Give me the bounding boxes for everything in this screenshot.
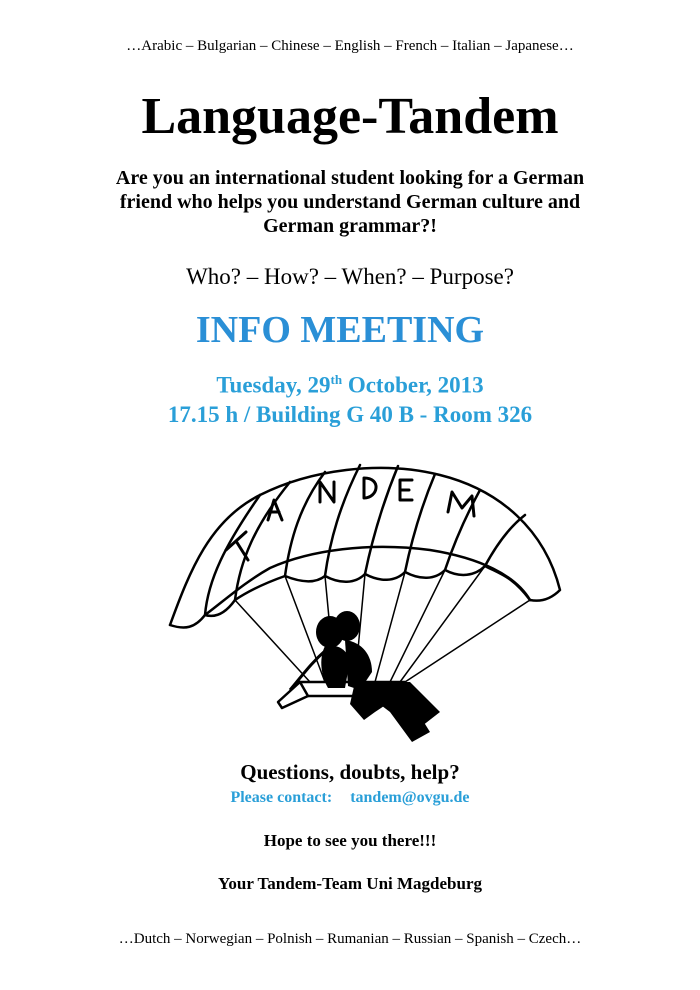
closing-hope-text: Hope to see you there!!! <box>263 831 437 850</box>
languages-list-bottom: …Dutch – Norwegian – Polnish – Rumanian – Russian – Spanish – Czech… <box>118 931 582 947</box>
meeting-date <box>0 372 700 399</box>
contact-line <box>0 789 700 807</box>
paraglider-tandem-icon <box>150 450 570 750</box>
meeting-date-rest: October, 2013 <box>342 372 484 398</box>
info-meeting-heading: INFO MEETING <box>195 309 485 351</box>
meeting-date-weekday: Tuesday, 29 <box>216 372 331 398</box>
page-title: Language-Tandem <box>141 88 559 145</box>
languages-list-top: …Arabic – Bulgarian – Chinese – English – French – Italian – Japanese… <box>126 38 574 54</box>
contact-email-link[interactable]: tandem@ovgu.de <box>350 789 470 806</box>
suspension-lines <box>235 566 530 682</box>
questions-heading: Questions, doubts, help? <box>240 760 460 784</box>
meeting-time-place: 17.15 h / Building G 40 B - Room 326 <box>167 402 533 427</box>
questions-line: Who? – How? – When? – Purpose? <box>186 264 514 289</box>
meeting-date-suffix: th <box>330 372 343 387</box>
contact-label: Please contact: <box>230 789 333 806</box>
pilots-silhouette <box>316 611 440 742</box>
team-signature: Your Tandem-Team Uni Magdeburg <box>217 874 483 893</box>
intro-text: Are you an international student looking for a German friend who helps you understand German culture and German grammar?! <box>115 167 585 237</box>
